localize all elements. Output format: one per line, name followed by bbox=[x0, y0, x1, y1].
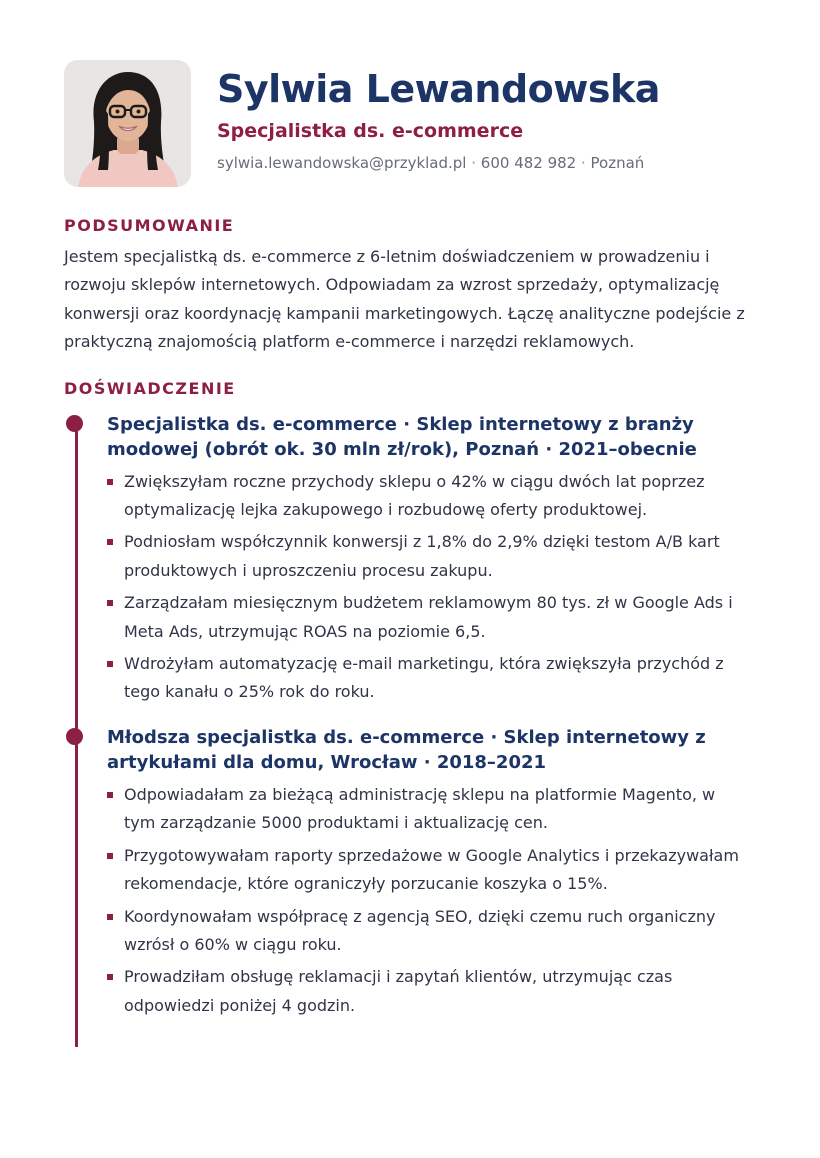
contact-email[interactable]: sylwia.lewandowska@przyklad.pl bbox=[217, 154, 467, 172]
experience-timeline bbox=[64, 412, 764, 1021]
job-bullet-text: Przygotowywałam raporty sprzedażowe w Google Analytics i przekazywałam rekomendacje, które ograniczyły porzucanie koszyka o 15%. bbox=[124, 845, 739, 894]
job-bullet-text: Wdrożyłam automatyzację e-mail marketingu, która zwiększyła przychód z tego kanału o 25% rok do roku. bbox=[124, 654, 724, 702]
profile-photo bbox=[64, 60, 191, 187]
timeline-dot bbox=[66, 728, 83, 745]
bullet-square-icon bbox=[107, 853, 113, 859]
contact-city: Poznań bbox=[590, 154, 645, 172]
contact-separator: · bbox=[466, 154, 481, 172]
bullet-square-icon bbox=[107, 661, 113, 667]
job-bullet-text: Prowadziłam obsługę reklamacji i zapytań klientów, utrzymując czas odpowiedzi poniżej 4 godzin. bbox=[124, 967, 673, 1015]
experience-section-title: DOŚWIADCZENIE bbox=[64, 378, 236, 398]
job-bullet-text: Zwiększyłam roczne przychody sklepu o 42% w ciągu dwóch lat poprzez optymalizację lejka zakupowego i rozbudowę oferty produktowej. bbox=[124, 471, 705, 520]
bullet-square-icon bbox=[107, 914, 113, 920]
bullet-square-icon bbox=[107, 974, 113, 980]
bullet-square-icon bbox=[107, 792, 113, 798]
timeline-dot bbox=[66, 415, 83, 432]
job-heading: Młodsza specjalistka ds. e-commerce · Sklep internetowy z artykułami dla domu, Wrocław · 2018–2021 bbox=[107, 726, 706, 773]
contact-line bbox=[217, 152, 660, 174]
job-bullet-text: Koordynowałam współpracę z agencją SEO, dzięki czemu ruch organiczny wzrósł o 60% w ciągu roku. bbox=[124, 906, 716, 954]
job-bullet bbox=[107, 650, 747, 707]
job-heading: Specjalistka ds. e-commerce · Sklep internetowy z branży modowej (obrót ok. 30 mln zł/rok), Poznań · 2021–obecnie bbox=[107, 413, 697, 460]
summary-text: Jestem specjalistką ds. e-commerce z 6-letnim doświadczeniem w prowadzeniu i rozwoju sklepów internetowych. Odpowiadam za wzrost sprzedaży, optymalizację konwersji oraz koordynację kampanii marketingowych. Łączę analityczne podejście z praktyczną znajomością platform e-commerce i narzędzi reklamowych. bbox=[64, 247, 745, 352]
resume-header bbox=[64, 60, 764, 188]
job-bullet bbox=[107, 468, 747, 525]
bullet-square-icon bbox=[107, 539, 113, 545]
job-bullet bbox=[107, 903, 747, 960]
bullet-square-icon bbox=[107, 479, 113, 485]
resume-page bbox=[64, 60, 764, 1020]
profile-photo-illustration bbox=[64, 60, 191, 187]
job-bullet bbox=[107, 589, 747, 646]
header-text bbox=[217, 60, 660, 174]
contact-separator: · bbox=[576, 154, 591, 172]
job-bullet bbox=[107, 781, 747, 838]
contact-phone[interactable]: 600 482 982 bbox=[480, 154, 577, 172]
job-bullet-text: Odpowiadałam za bieżącą administrację sklepu na platformie Magento, w tym zarządzanie 5000 produktami i aktualizację cen. bbox=[124, 784, 716, 833]
job-bullets bbox=[107, 468, 747, 707]
job-bullet bbox=[107, 528, 747, 585]
summary-section-title: PODSUMOWANIE bbox=[64, 216, 235, 235]
job-entry bbox=[107, 412, 764, 707]
job-bullet-text: Podniosłam współczynnik konwersji z 1,8% do 2,9% dzięki testom A/B kart produktowych i uproszczeniu procesu zakupu. bbox=[124, 532, 720, 580]
job-bullet-text: Zarządzałam miesięcznym budżetem reklamowym 80 tys. zł w Google Ads i Meta Ads, utrzymując ROAS na poziomie 6,5. bbox=[124, 593, 733, 641]
candidate-name: Sylwia Lewandowska bbox=[217, 67, 660, 111]
candidate-role: Specjalistka ds. e-commerce bbox=[217, 120, 524, 142]
job-bullet bbox=[107, 963, 747, 1020]
bullet-square-icon bbox=[107, 600, 113, 606]
job-entry bbox=[107, 725, 764, 1020]
job-bullet bbox=[107, 842, 747, 899]
job-bullets bbox=[107, 781, 747, 1020]
